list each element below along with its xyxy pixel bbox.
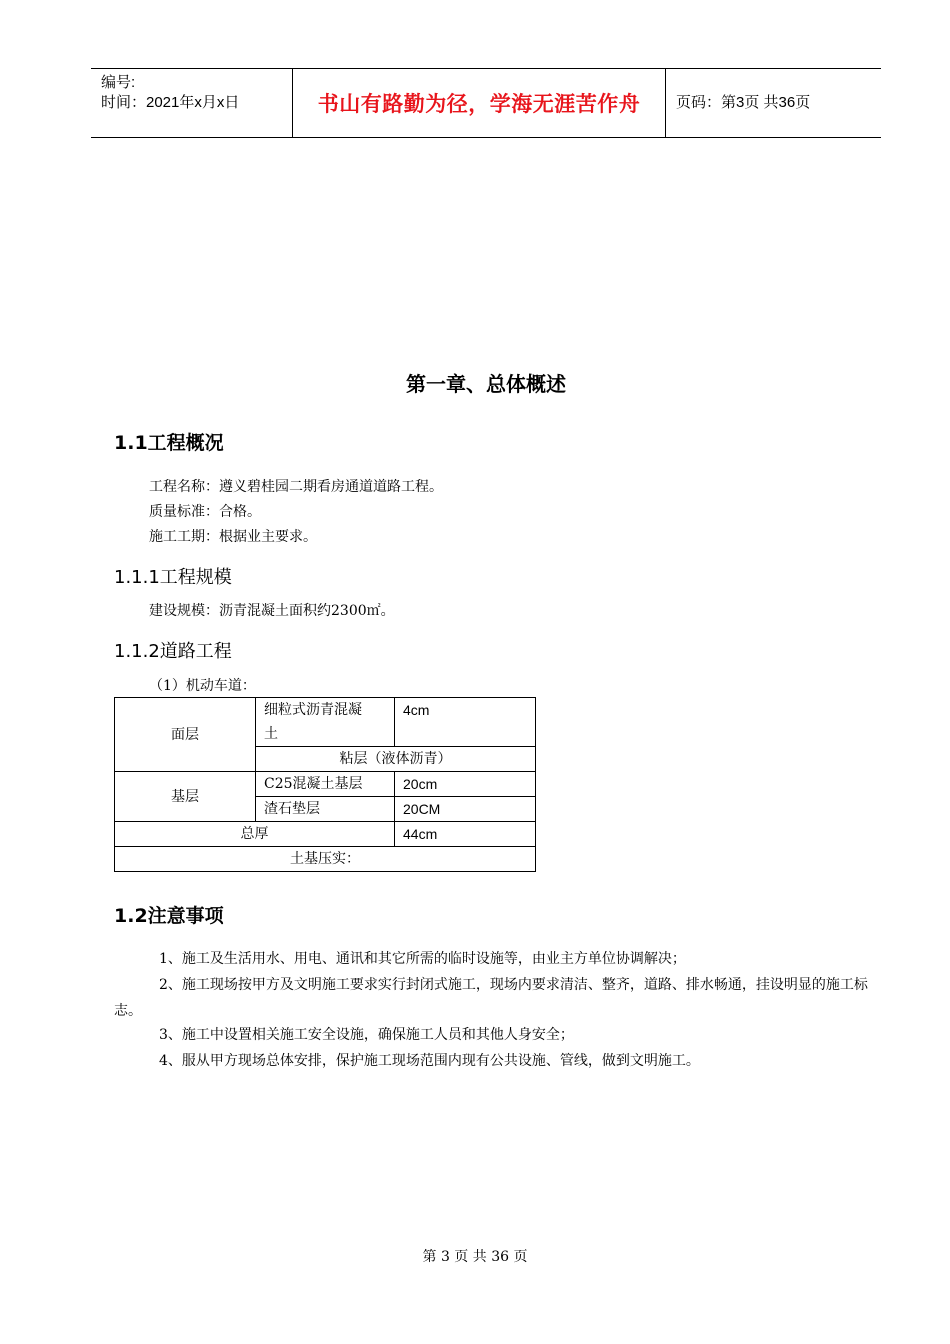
asphalt-thickness-cell: 4cm — [395, 698, 536, 747]
lane-subheading: （1）机动车道： — [149, 678, 256, 694]
quality-standard-line: 质量标准：合格。 — [149, 504, 261, 520]
gravel-cushion-cell: 渣石垫层 — [256, 797, 395, 822]
note-item-1: 1、施工及生活用水、用电、通讯和其它所需的临时设施等，由业主方单位协调解决； — [159, 951, 686, 967]
note-item-3: 3、施工中设置相关施工安全设施，确保施工人员和其他人身安全； — [159, 1027, 574, 1043]
subgrade-compaction-cell: 土基压实： — [115, 847, 536, 872]
page-header — [91, 68, 881, 138]
table-row — [115, 772, 536, 797]
surface-layer-cell: 面层 — [115, 698, 256, 772]
header-time: 时间：2021年x月x日 — [101, 94, 240, 111]
project-name-line: 工程名称：遵义碧桂园二期看房通道道路工程。 — [149, 479, 443, 495]
c25-thickness-cell: 20cm — [395, 772, 536, 797]
base-layer-cell: 基层 — [115, 772, 256, 822]
table-row — [115, 847, 536, 872]
section-heading-1-1-1: 1.1.1工程规模 — [114, 567, 232, 588]
section-heading-1-1-2: 1.1.2道路工程 — [114, 641, 232, 662]
c25-base-cell: C25混凝土基层 — [256, 772, 395, 797]
pavement-structure-table — [114, 697, 536, 872]
table-row — [115, 822, 536, 847]
scale-line: 建设规模：沥青混凝土面积约2300㎡。 — [149, 603, 395, 619]
note-item-2: 2、施工现场按甲方及文明施工要求实行封闭式施工，现场内要求清洁、整齐，道路、排水畅通，挂设明显的施工标志。 — [114, 977, 868, 1019]
asphalt-material-cell: 细粒式沥青混凝 土 — [256, 698, 395, 747]
section-heading-1-2: 1.2注意事项 — [114, 905, 224, 927]
construction-period-line: 施工工期：根据业主要求。 — [149, 529, 317, 545]
header-motto: 书山有路勤为径，学海无涯苦作舟 — [317, 92, 641, 116]
header-meta — [101, 73, 239, 113]
chapter-title: 第一章、总体概述 — [406, 372, 566, 396]
note-item-4: 4、服从甲方现场总体安排，保护施工现场范围内现有公共设施、管线，做到文明施工。 — [159, 1053, 700, 1069]
page-footer: 第 3 页 共 36 页 — [422, 1249, 528, 1265]
section-heading-1-1: 1.1工程概况 — [114, 432, 224, 454]
table-row — [115, 698, 536, 747]
tack-coat-cell: 粘层（液体沥青） — [256, 747, 536, 772]
header-page-number: 页码：第3页 共36页 — [676, 94, 811, 111]
header-divider — [665, 69, 666, 137]
total-thickness-label: 总厚 — [115, 822, 395, 847]
header-code: 编号: — [101, 74, 136, 91]
gravel-thickness-cell: 20CM — [395, 797, 536, 822]
total-thickness-value: 44cm — [395, 822, 536, 847]
